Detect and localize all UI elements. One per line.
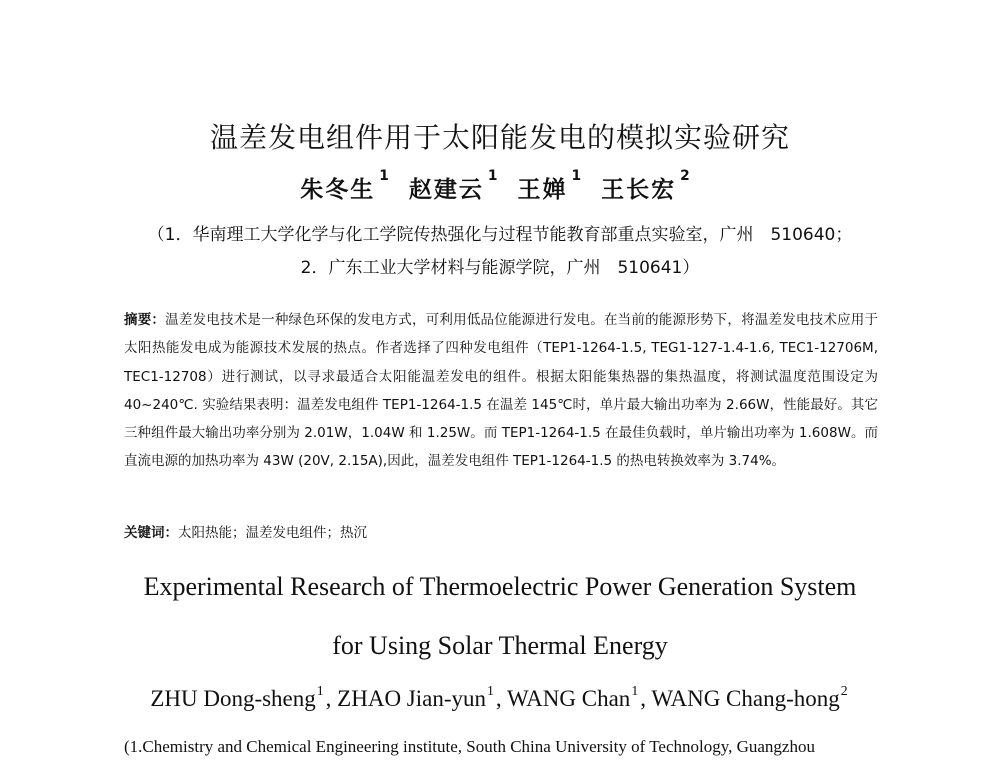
title-english-line-1: Experimental Research of Thermoelectric Power Generation System	[143, 572, 857, 601]
author-affiliation-mark: 1	[379, 168, 391, 185]
author-name: 王长宏	[601, 177, 677, 203]
keywords-label: 关键词：	[124, 525, 178, 541]
keywords-text: 太阳热能；温差发电组件；热沉	[178, 525, 367, 541]
abstract-text: 温差发电技术是一种绿色环保的发电方式，可利用低品位能源进行发电。在当前的能源形势下，将温差发电技术应用于太阳热能发电成为能源技术发展的热点。作者选择了四种发电组件（TEP1-1264-1.5, TEG1-127-1.4-1.6, TEC1-12706M, TEC1-12708）进行测试，以寻求最适合太阳能温差发电的组件。根据太阳能集热器的集热温度，将测试温度范围设定为 40~240℃. 实验结果表明：温差发电组件 TEP1-1264-1.5 在温差 145℃时，单片最大输出功率为 2.66W，性能最好。其它三种组件最大输出功率分别为 2.01W，1.04W 和 1.25W。而 TEP1-1264-1.5 在最佳负载时，单片输出功率为 1.608W。而直流电源的加热功率为 43W (20V, 2.15A),因此，温差发电组件 TEP1-1264-1.5 的热电转换效率为 3.74%。	[124, 312, 879, 470]
author-name: ZHU Dong-sheng	[150, 686, 316, 711]
author-name: 朱冬生	[300, 177, 376, 203]
author-separator: ,	[495, 686, 502, 711]
author-affiliation-mark: 1	[571, 168, 584, 185]
keywords-chinese	[124, 521, 367, 541]
author-separator: ,	[640, 686, 646, 711]
title-chinese: 温差发电组件用于太阳能发电的模拟实验研究	[209, 121, 790, 154]
author-name: WANG Chang-hong	[651, 686, 840, 711]
author-affiliation-mark: 1	[487, 683, 494, 699]
author-name: 赵建云	[408, 177, 484, 203]
affiliation-chinese-line-1: （1．华南理工大学化学与化工学院传热强化与过程节能教育部重点实验室，广州 510640；	[147, 225, 853, 245]
author-affiliation-mark: 2	[680, 168, 692, 185]
author-affiliation-mark: 1	[631, 683, 639, 699]
abstract-label: 摘要：	[124, 312, 166, 328]
affiliation-chinese-line-2: 2．广东工业大学材料与能源学院，广州 510641）	[300, 258, 700, 278]
author-affiliation-mark: 1	[487, 168, 500, 185]
author-affiliation-mark: 2	[840, 683, 848, 699]
title-english-line-2: for Using Solar Thermal Energy	[332, 631, 668, 660]
affiliation-english-line-1: (1.Chemistry and Chemical Engineering institute, South China University of Technology, Guangzhou	[124, 737, 815, 756]
authors-english	[0, 683, 1000, 712]
author-name: 王婵	[517, 177, 568, 203]
abstract-chinese	[124, 306, 878, 476]
authors-chinese	[0, 168, 1000, 204]
author-separator: ,	[325, 686, 332, 711]
author-affiliation-mark: 1	[316, 683, 324, 699]
author-name: ZHAO Jian-yun	[337, 686, 487, 711]
author-name: WANG Chan	[507, 686, 631, 711]
